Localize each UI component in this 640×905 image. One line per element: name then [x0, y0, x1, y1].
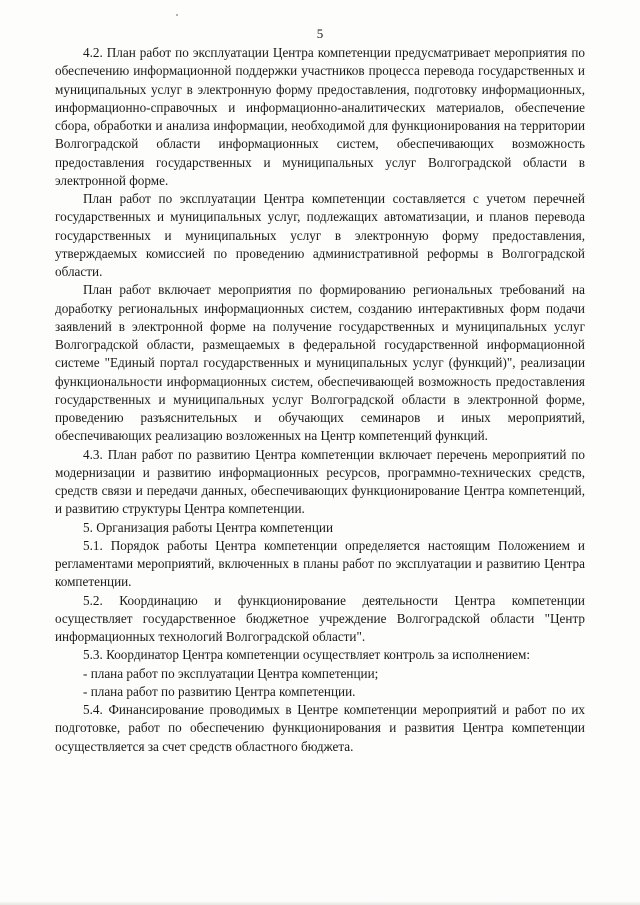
section-5-heading: 5. Организация работы Центра компетенции [83, 519, 334, 535]
paragraph-plan-compose: План работ по эксплуатации Центра компетенции составляется с учетом перечней государственных и муниципальных услуг, подлежащих автоматизации, и планов перевода государственных и муниципальных услуг в электронную форму предоставления, утверждаемых комиссией по проведению административной реформы в Волгоградской области. [55, 191, 585, 279]
document-body [55, 44, 585, 756]
paragraph-4-2: 4.2. План работ по эксплуатации Центра компетенции предусматривает мероприятия по обеспечению информационной поддержки участников процесса перевода государственных и муниципальных услуг в электронную форму предоставления, подготовку информационных, информационно-справочных и информационно-аналитических материалов, обеспечение сбора, обработки и анализа информации, необходимой для функционирования на территории Волгоградской области информационных систем, обеспечивающих возможность предоставления государственных и муниципальных услуг Волгоградской области в электронной форме. [55, 45, 585, 188]
bullet-exploitation-plan: - плана работ по эксплуатации Центра компетенции; [83, 665, 379, 681]
paragraph-4-3: 4.3. План работ по развитию Центра компетенции включает перечень мероприятий по модернизации и развитию информационных ресурсов, программно-технических средств, средств связи и передачи данных, обеспечивающих функционирование Центра компетенций, и развитию структуры Центра компетенции. [55, 446, 585, 517]
paragraph-5-2: 5.2. Координацию и функционирование деятельности Центра компетенции осуществляет государственное бюджетное учреждение Волгоградской области "Центр информационных технологий Волгоградской области". [55, 592, 585, 644]
paragraph-5-1: 5.1. Порядок работы Центра компетенции определяется настоящим Положением и регламентами мероприятий, включенных в планы работ по эксплуатации и развитию Центра компетенции. [55, 537, 585, 590]
paragraph-plan-includes: План работ включает мероприятия по формированию региональных требований на доработку региональных информационных систем, созданию интерактивных форм подачи заявлений в электронной форме на получение государственных и муниципальных услуг Волгоградской области, размещаемых в федеральной государственной информационной системе "Единый портал государственных и муниципальных услуг (функций)", реализации функциональности информационных систем, обеспечивающей возможность предоставления государственных и муниципальных услуг Волгоградской области в электронной форме, проведению разъяснительных и обучающих семинаров и иных мероприятий, обеспечивающих реализацию возложенных на Центр компетенций функций. [55, 282, 585, 444]
page-bottom-edge [0, 901, 640, 905]
paragraph-5-4: 5.4. Финансирование проводимых в Центре компетенции мероприятий и работ по их подготовке, работ по обеспечению функционирования и развития Центра компетенции осуществляется за счет средств областного бюджета. [55, 702, 585, 754]
paragraph-5-3: 5.3. Координатор Центра компетенции осуществляет контроль за исполнением: [83, 647, 531, 663]
page-number: 5 [316, 26, 324, 41]
scan-speck [176, 14, 178, 16]
bullet-development-plan: - плана работ по развитию Центра компетенции. [83, 683, 356, 699]
